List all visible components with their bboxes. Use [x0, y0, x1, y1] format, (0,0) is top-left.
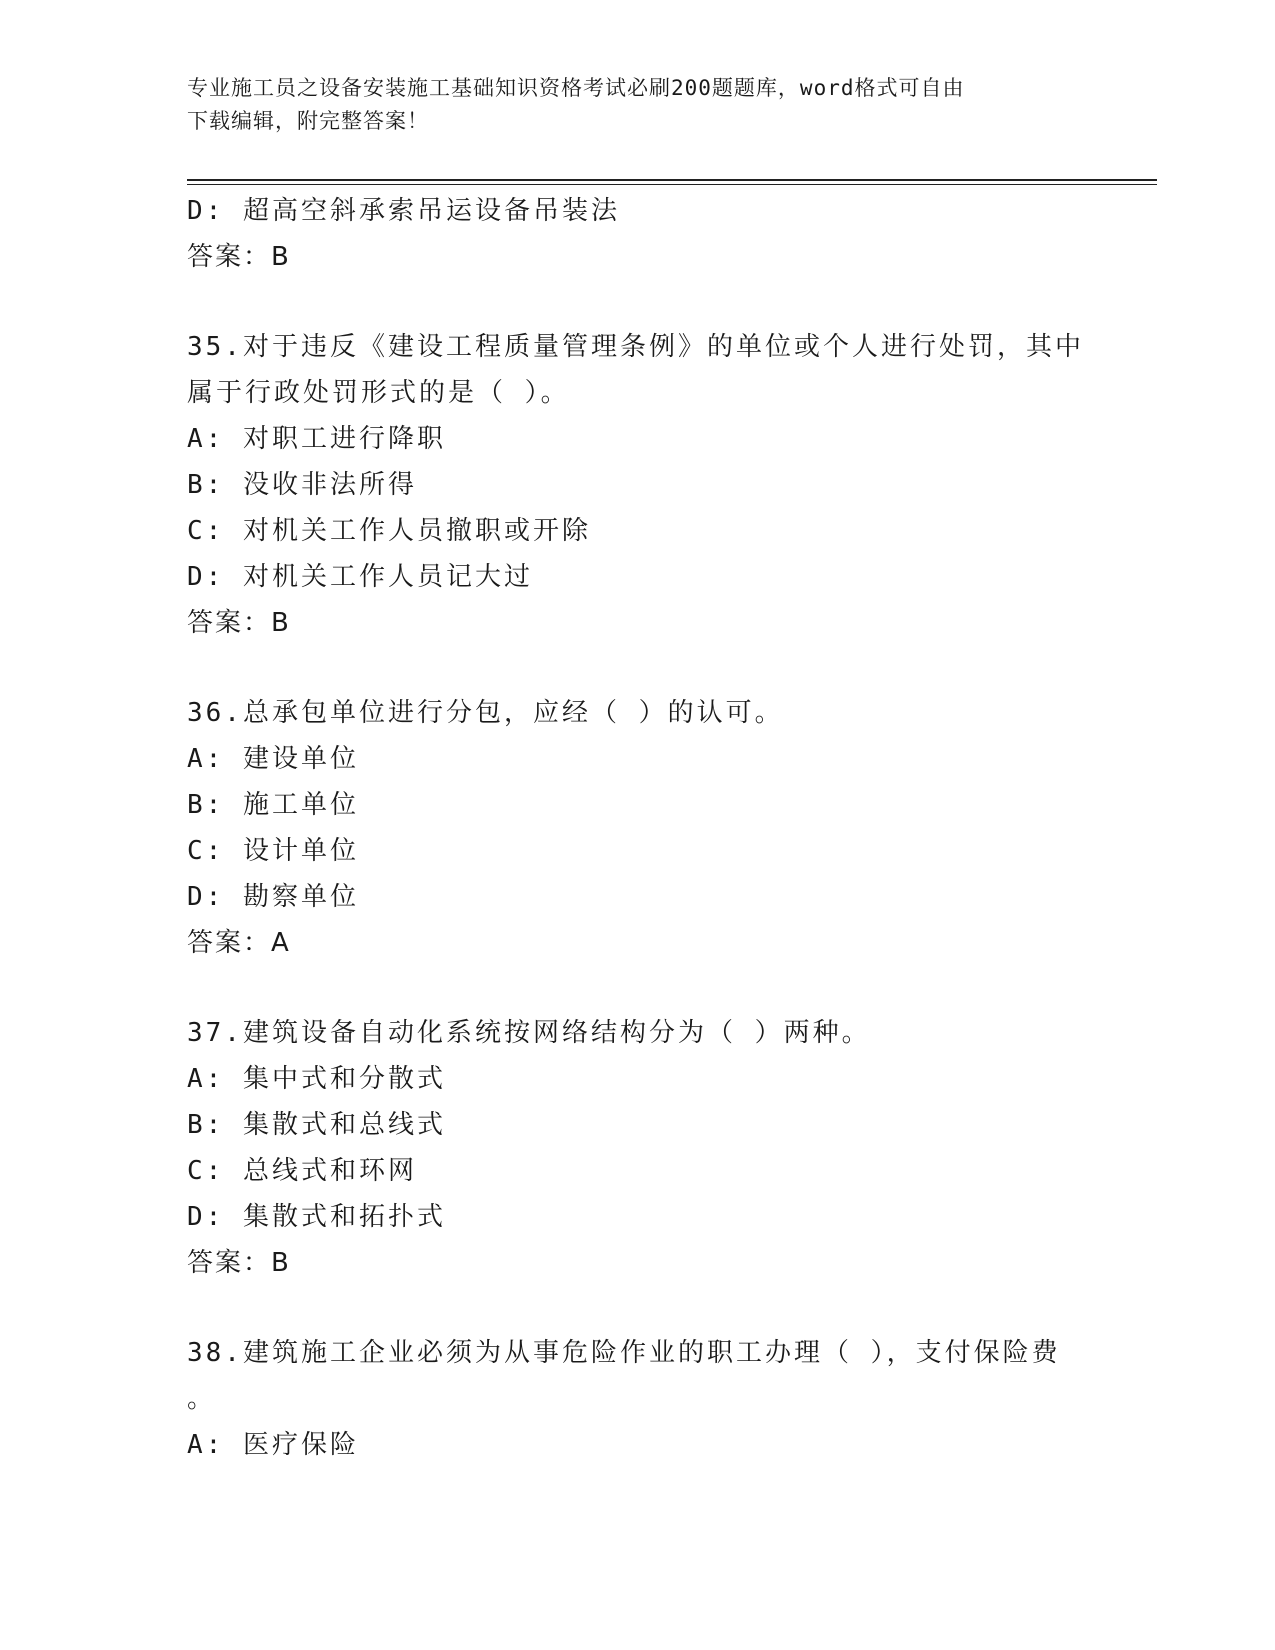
answer: 答案：A [187, 928, 291, 958]
option-d: D: 集散式和拓扑式 [187, 1202, 446, 1232]
header-divider-thin [187, 184, 1157, 185]
option-a: A: 集中式和分散式 [187, 1064, 446, 1094]
question-stem: 35.对于违反《建设工程质量管理条例》的单位或个人进行处罚，其中 [187, 332, 1084, 362]
question-stem-cont: 属于行政处罚形式的是（ ）。 [187, 378, 570, 408]
option-b: B: 集散式和总线式 [187, 1110, 446, 1140]
option-c: C: 总线式和环网 [187, 1156, 417, 1186]
prev-option-d: D: 超高空斜承索吊运设备吊装法 [187, 196, 620, 226]
option-c: C: 设计单位 [187, 836, 359, 866]
question-stem-cont: 。 [187, 1384, 217, 1414]
option-c: C: 对机关工作人员撤职或开除 [187, 516, 591, 546]
option-a: A: 建设单位 [187, 744, 359, 774]
answer: 答案：B [187, 608, 291, 638]
answer: 答案：B [187, 1248, 291, 1278]
option-b: B: 施工单位 [187, 790, 359, 820]
question-stem: 38.建筑施工企业必须为从事危险作业的职工办理（ ），支付保险费 [187, 1338, 1061, 1368]
question-38 [187, 1330, 1087, 1468]
header-line-2: 下载编辑，附完整答案！ [187, 109, 429, 133]
question-35 [187, 324, 1087, 646]
option-a: A: 医疗保险 [187, 1430, 359, 1460]
question-list [187, 188, 1087, 1468]
option-d: D: 对机关工作人员记大过 [187, 562, 533, 592]
option-b: B: 没收非法所得 [187, 470, 417, 500]
question-36 [187, 690, 1087, 966]
option-d: D: 勘察单位 [187, 882, 359, 912]
option-a: A: 对职工进行降职 [187, 424, 446, 454]
question-stem: 36.总承包单位进行分包，应经（ ）的认可。 [187, 698, 784, 728]
document-header [187, 72, 1077, 138]
prev-answer: 答案：B [187, 242, 291, 272]
header-divider-thick [187, 179, 1157, 181]
question-stem: 37.建筑设备自动化系统按网络结构分为（ ）两种。 [187, 1018, 871, 1048]
header-line-1: 专业施工员之设备安装施工基础知识资格考试必刷200题题库，word格式可自由 [187, 76, 965, 100]
question-37 [187, 1010, 1087, 1286]
